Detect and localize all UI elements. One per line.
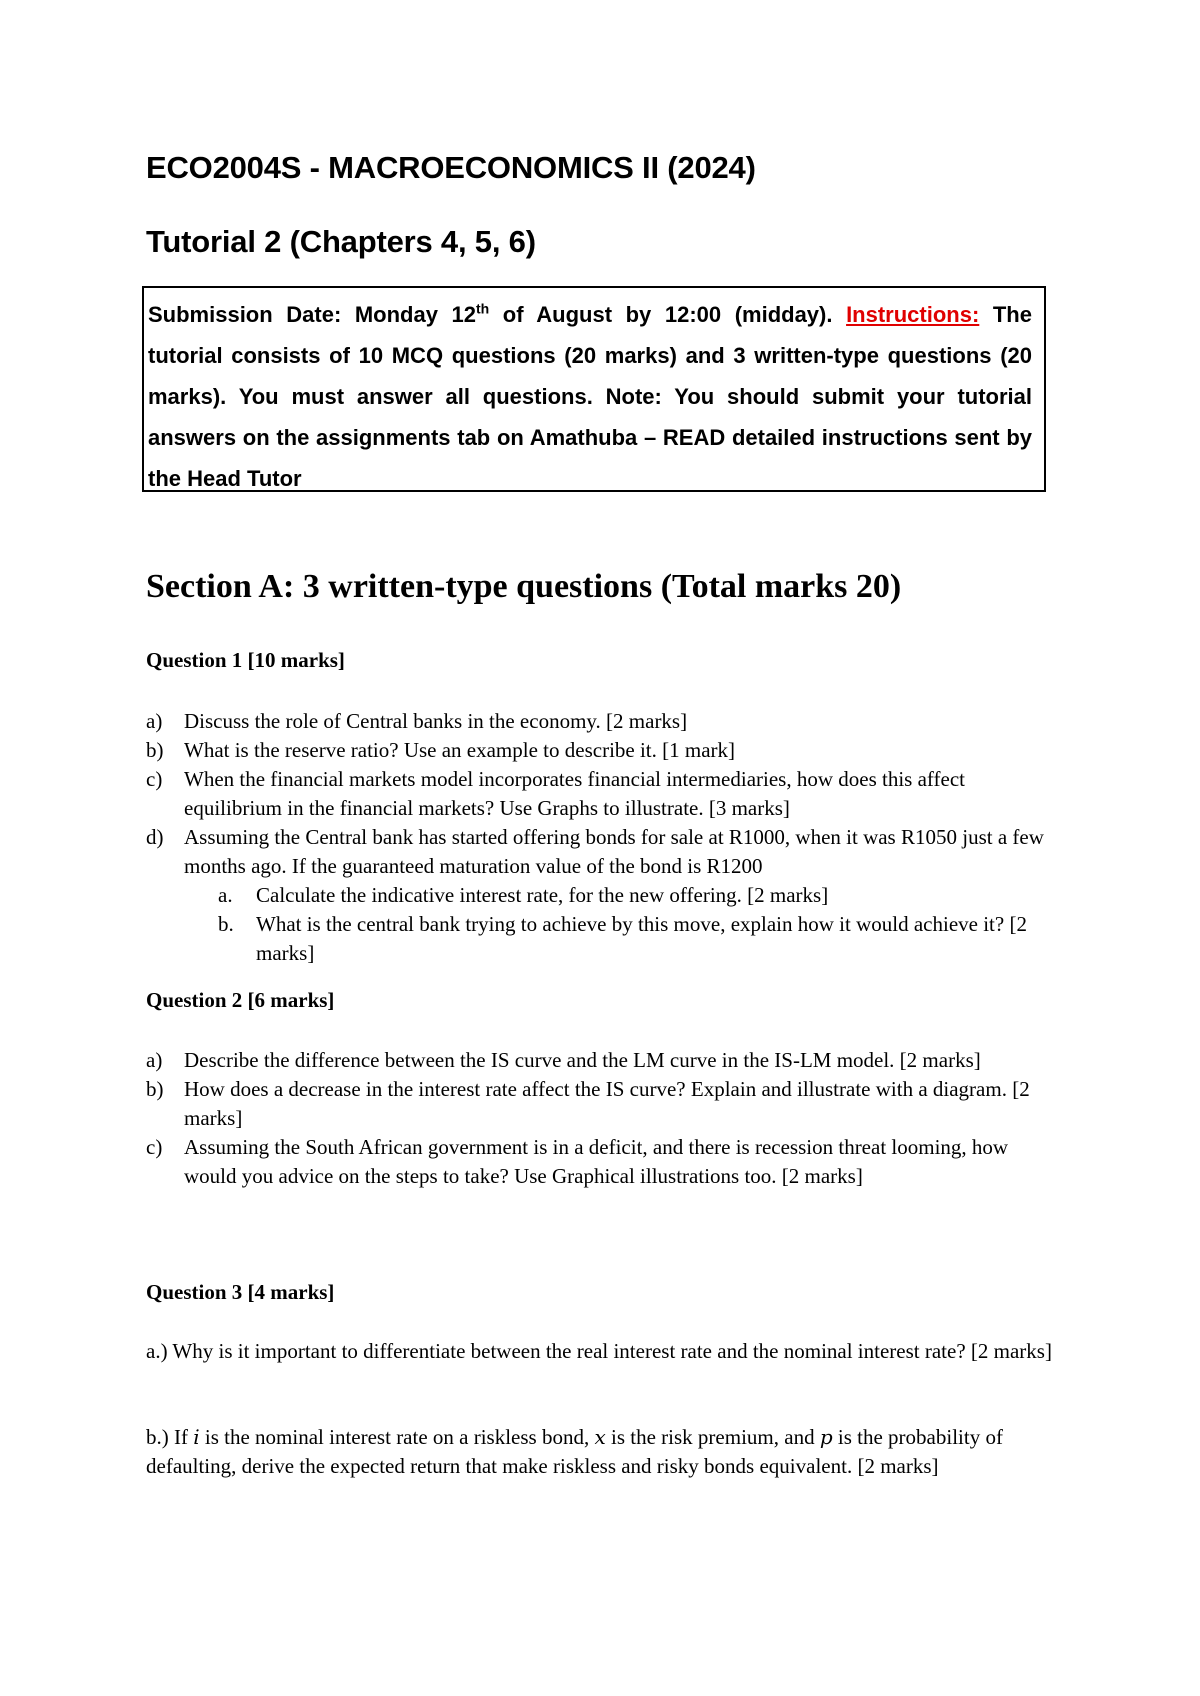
q1-item-a: [146, 707, 1056, 736]
q2-item-b: [146, 1075, 1056, 1133]
item-label: d): [146, 825, 164, 849]
submission-date-text: Submission Date: Monday 12: [148, 302, 476, 327]
item-label: a): [146, 1048, 163, 1072]
subitem-label: a.: [218, 883, 233, 907]
item-text: Discuss the role of Central banks in the economy. [2 marks]: [184, 709, 688, 733]
item-text: Assuming the South African government is in a deficit, and there is recession threat looming, how would you advice on the steps to take? Use Graphical illustrations too. [2 marks]: [184, 1135, 1009, 1188]
item-text: When the financial markets model incorporates financial intermediaries, how does this affect equilibrium in the financial markets? Use Graphs to illustrate. [3 marks]: [184, 767, 965, 820]
question-3-part-b: [146, 1423, 1056, 1481]
question-3-heading: Question 3 [4 marks]: [146, 1280, 335, 1304]
subitem-text: Calculate the indicative interest rate, for the new offering. [2 marks]: [256, 883, 829, 907]
subitem-label: b.: [218, 912, 234, 936]
part-b-text: b.) If: [146, 1425, 194, 1449]
item-label: a): [146, 709, 163, 733]
item-label: b): [146, 1077, 164, 1101]
math-variable-i: i: [193, 1425, 200, 1449]
part-b-text: is the probability of defaulting, derive the expected return that make riskless and risky bonds equivalent. [2 marks]: [146, 1425, 1003, 1478]
instructions-label: Instructions:: [846, 302, 980, 327]
subitem-text: What is the central bank trying to achieve by this move, explain how it would achieve it? [2 marks]: [256, 912, 1027, 965]
math-variable-x: x: [594, 1425, 606, 1449]
instructions-body: The tutorial consists of 10 MCQ questions (20 marks) and 3 written-type questions (20 marks). You must answer all questions. Note: You should submit your tutorial answers on the assignments tab on Amathuba – READ detailed instructions sent by the Head Tutor: [148, 302, 1032, 491]
submission-date-rest: of August by 12:00 (midday).: [489, 302, 847, 327]
instructions-box: [142, 286, 1046, 492]
question-1-heading: Question 1 [10 marks]: [146, 648, 345, 672]
q1-subitem-a: [146, 881, 1056, 910]
q1-item-d: [146, 823, 1056, 881]
q2-item-c: [146, 1133, 1056, 1191]
q2-item-a: [146, 1046, 1056, 1075]
question-2-heading: Question 2 [6 marks]: [146, 988, 335, 1012]
item-label: c): [146, 1135, 163, 1159]
item-text: How does a decrease in the interest rate affect the IS curve? Explain and illustrate with a diagram. [2 marks]: [184, 1077, 1030, 1130]
item-label: c): [146, 767, 163, 791]
item-text: Assuming the Central bank has started offering bonds for sale at R1000, when it was R1050 just a few months ago. If the guaranteed maturation value of the bond is R1200: [184, 825, 1044, 878]
part-b-text: is the nominal interest rate on a riskless bond,: [199, 1425, 595, 1449]
date-ordinal-suffix: th: [475, 300, 490, 317]
question-3-part-a: a.) Why is it important to differentiate between the real interest rate and the nominal interest rate? [2 marks]: [146, 1339, 1052, 1363]
item-label: b): [146, 738, 164, 762]
document-subtitle: Tutorial 2 (Chapters 4, 5, 6): [146, 224, 536, 259]
question-2-list: [146, 1046, 1056, 1191]
q1-item-b: [146, 736, 1056, 765]
item-text: What is the reserve ratio? Use an example to describe it. [1 mark]: [184, 738, 736, 762]
document-title: ECO2004S - MACROECONOMICS II (2024): [146, 150, 756, 185]
q1-item-c: [146, 765, 1056, 823]
part-b-text: is the risk premium, and: [605, 1425, 820, 1449]
section-a-heading: Section A: 3 written-type questions (Total marks 20): [146, 568, 902, 605]
math-variable-p: p: [819, 1425, 833, 1449]
q1-subitem-b: [146, 910, 1056, 968]
item-text: Describe the difference between the IS curve and the LM curve in the IS-LM model. [2 marks]: [184, 1048, 981, 1072]
question-1-list: [146, 707, 1056, 968]
